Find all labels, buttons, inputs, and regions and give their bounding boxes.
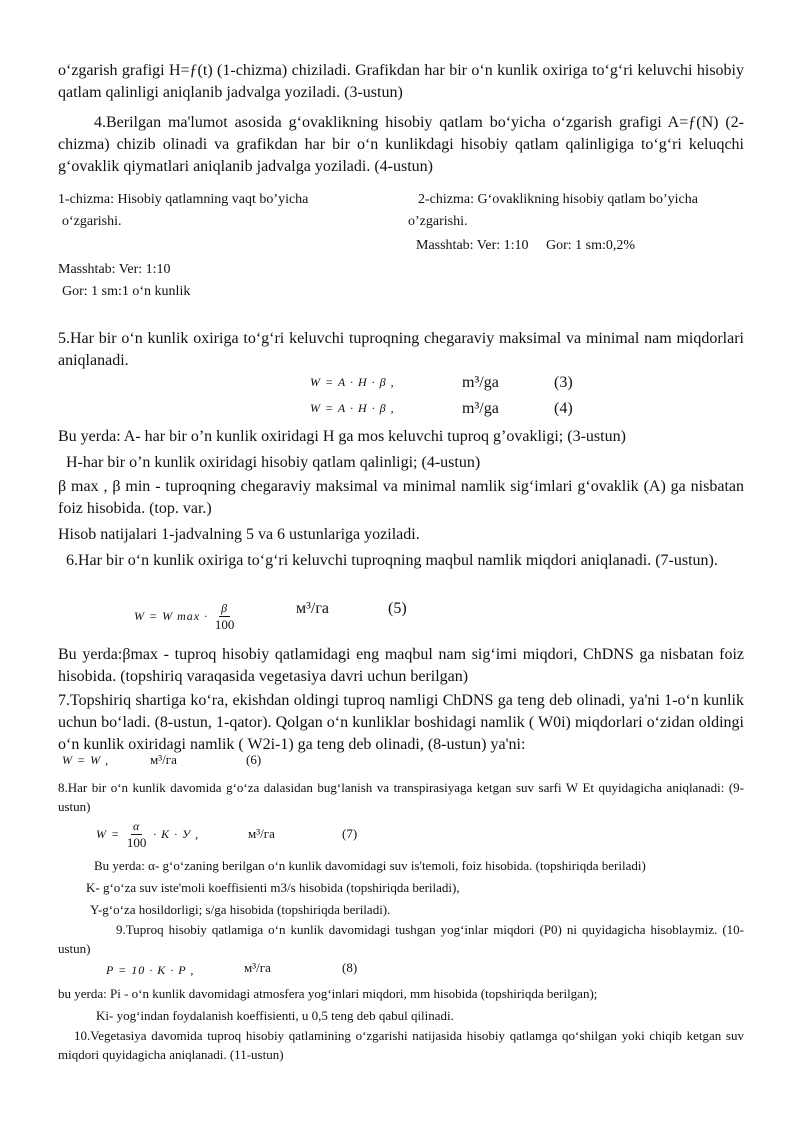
formula-8-unit: м³/га bbox=[244, 960, 271, 975]
figure-2-caption-line2: o’zgarishi. bbox=[408, 214, 468, 229]
formula-7-lhs: W = bbox=[96, 826, 121, 841]
formula-7-fraction bbox=[127, 818, 147, 851]
paragraph-5-where-a: Bu yerda: A- har bir o’n kunlik oxiridagi H ga mos keluvchi tuproq g’ovakligi; (3-ustun) bbox=[58, 428, 626, 445]
formula-7-rhs: · K · У , bbox=[153, 826, 200, 841]
paragraph-5-results: Hisob natijalari 1-jadvalning 5 va 6 ustunlariga yoziladi. bbox=[58, 526, 420, 543]
paragraph-6: 6.Har bir o‘n kunlik oxiriga to‘g‘ri keluvchi tuproqning maqbul namlik miqdori aniqlanadi. (7-ustun). bbox=[66, 552, 718, 569]
formula-4-unit: m³/ga bbox=[462, 400, 499, 417]
formula-3-expression: W = A · H · β , bbox=[310, 375, 395, 389]
paragraph-4: 4.Berilgan ma'lumot asosida g‘ovaklikning hisobiy qatlam bo‘yicha o‘zgarish grafigi A=ƒ(N) (2-chizma) chizib olinadi va grafikdan har bir o‘n kunlikdagi hisobiy qatlam qalinligiga to‘g‘ri keluqchi g‘ovaklik qiymatlari aniqlanib jadvalga yoziladi. (4-ustun) bbox=[58, 114, 744, 175]
paragraph-10: 10.Vegetasiya davomida tuproq hisobiy qatlamining o‘zgarishi natijasida hisobiy qatlamga qo‘shilgan yoki chiqib ketgan suv miqdori quyidagicha aniqlanadi. (11-ustun) bbox=[58, 1028, 744, 1062]
paragraph-8-where-y: Y-g‘o‘za hosildorligi; s/ga hisobida (topshiriqda beriladi). bbox=[90, 902, 391, 917]
formula-8-number: (8) bbox=[342, 960, 358, 975]
paragraph-9-where-k: Ki- yog‘indan foydalanish koeffisienti, u 0,5 teng deb qabul qilinadi. bbox=[96, 1008, 454, 1023]
formula-5 bbox=[134, 600, 237, 633]
formula-3 bbox=[310, 374, 395, 391]
formula-5-unit: м³/га bbox=[296, 600, 330, 617]
formula-6-unit: м³/га bbox=[150, 752, 177, 767]
paragraph-5-where-beta: β max , β min - tuproqning chegaraviy maksimal va minimal namlik sig‘imlari g‘ovaklik (A) ga nisbatan foiz hisobida. (top. var.) bbox=[58, 478, 744, 517]
paragraph-8-where-alpha: Bu yerda: α- g‘o‘zaning berilgan o‘n kunlik davomidagi suv is'temoli, foiz hisobida. (topshiriqda beriladi) bbox=[94, 858, 646, 873]
formula-7-denominator: 100 bbox=[126, 835, 147, 850]
formula-3-number: (3) bbox=[554, 374, 573, 391]
formula-7-number: (7) bbox=[342, 826, 358, 841]
figure-1-caption-line1: 1-chizma: Hisobiy qatlamning vaqt bo’yicha bbox=[58, 192, 309, 207]
formula-6 bbox=[62, 752, 109, 769]
formula-7-unit: м³/га bbox=[248, 826, 275, 841]
paragraph-9: 9.Tuproq hisobiy qatlamiga o‘n kunlik davomidagi tushgan yog‘inlar miqdori (P0) ni quyidagicha hisoblaymiz. (10-ustun) bbox=[58, 922, 744, 956]
paragraph-8-where-k: K- g‘o‘za suv iste'moli koeffisienti m3/s hisobida (topshiriqda beriladi), bbox=[86, 880, 460, 895]
formula-7-numerator: α bbox=[132, 819, 141, 833]
formula-3-unit: m³/ga bbox=[462, 374, 499, 391]
figure-1-scale-horizontal: Gor: 1 sm:1 o‘n kunlik bbox=[62, 284, 191, 299]
paragraph-9-where-p: bu yerda: Pi - o‘n kunlik davomidagi atmosfera yog‘inlari miqdori, mm hisobida (topshiriqda berilgan); bbox=[58, 986, 598, 1001]
formula-5-denominator: 100 bbox=[214, 617, 235, 632]
figure-2-caption-line1: 2-chizma: G‘ovaklikning hisobiy qatlam bo’yicha bbox=[418, 192, 698, 207]
figure-1-caption-line2: o‘zgarishi. bbox=[62, 214, 122, 229]
formula-5-fraction bbox=[215, 600, 235, 633]
paragraph-5-where-h: H-har bir o’n kunlik oxiridagi hisobiy qatlam qalinligi; (4-ustun) bbox=[66, 454, 481, 471]
formula-4 bbox=[310, 400, 395, 417]
formula-4-expression: W = A · H · β , bbox=[310, 401, 395, 415]
paragraph-6-where: Bu yerda:βmax - tuproq hisobiy qatlamidagi eng maqbul nam sig‘imi miqdori, ChDNS ga nisbatan foiz hisobida. (topshiriq varaqasida vegetasiya davri uchun berilgan) bbox=[58, 646, 744, 685]
formula-4-number: (4) bbox=[554, 400, 573, 417]
formula-6-expression: W = W , bbox=[62, 753, 110, 767]
paragraph-7: 7.Topshiriq shartiga ko‘ra, ekishdan oldingi tuproq namligi ChDNS ga teng deb olinadi, ya'ni 1-o‘n kunlik uchun bo‘ladi. (8-ustun, 1-qator). Qolgan o‘n kunliklar boshidagi namlik ( W0i) miqdorlari o‘zidan oldingi o‘n kunlik oxiridagi namlik ( W2i-1) ga teng deb olinadi, (8-ustun) ya'ni: bbox=[58, 692, 744, 753]
figure-1-scale-vertical: Masshtab: Ver: 1:10 bbox=[58, 262, 171, 277]
formula-7 bbox=[96, 818, 199, 851]
formula-6-number: (6) bbox=[246, 752, 262, 767]
paragraph-3-continuation: o‘zgarish grafigi H=ƒ(t) (1-chizma) chiziladi. Grafikdan har bir o‘n kunlik oxiriga to‘g‘ri keluvchi hisobiy qatlam qalinligi aniqlanib jadvalga yoziladi. (3-ustun) bbox=[58, 62, 744, 101]
paragraph-5: 5.Har bir o‘n kunlik oxiriga to‘g‘ri keluvchi tuproqning chegaraviy maksimal va minimal nam miqdorlari aniqlanadi. bbox=[58, 330, 744, 369]
formula-5-number: (5) bbox=[388, 600, 407, 617]
formula-8 bbox=[106, 962, 194, 979]
formula-5-lhs: W = W max · bbox=[134, 608, 209, 623]
paragraph-8: 8.Har bir o‘n kunlik davomida g‘o‘za dalasidan bug‘lanish va transpirasiyaga ketgan suv sarfi W Et quyidagicha aniqlanadi: (9-ustun) bbox=[58, 780, 744, 814]
figure-2-scale: Masshtab: Ver: 1:10 Gor: 1 sm:0,2% bbox=[416, 238, 636, 253]
formula-5-numerator: β bbox=[221, 601, 229, 615]
formula-8-expression: P = 10 · K · P , bbox=[106, 963, 195, 977]
